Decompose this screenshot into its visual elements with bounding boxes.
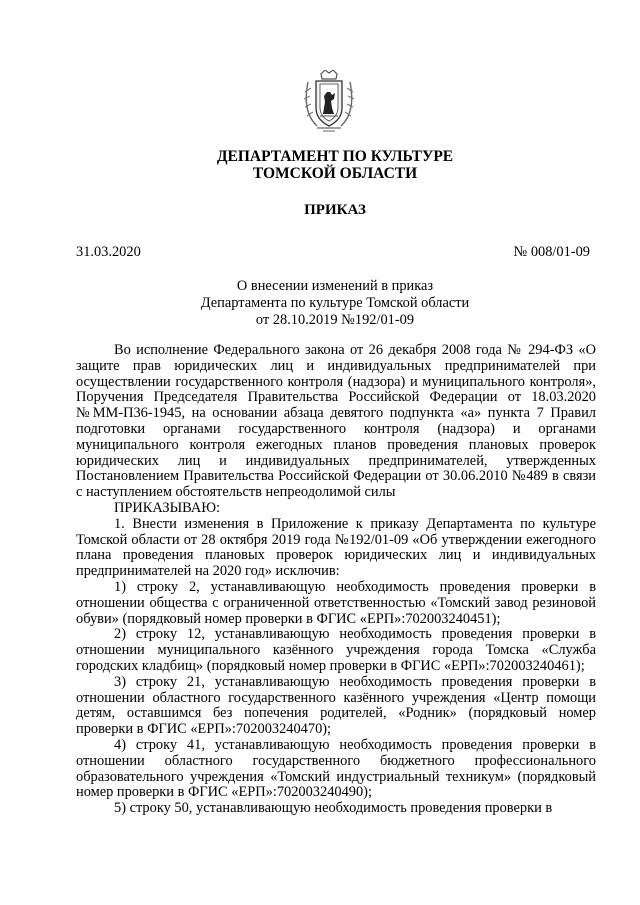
subject-line: О внесении изменений в приказ [236,278,434,294]
document-type-title: ПРИКАЗ [304,202,366,218]
department-name-line2: ТОМСКОЙ ОБЛАСТИ [252,165,418,182]
subitem-paragraph: 5) строку 50, устанавливающую необходимость проведения проверки в [114,800,553,817]
department-name-line1: ДЕПАРТАМЕНТ ПО КУЛЬТУРЕ [216,148,454,165]
document-subject [90,278,580,329]
document-number: № 008/01-09 [513,244,590,260]
subitem-paragraph: 2) строку 12, устанавливающую необходимость проведения проверки в отношении муниципального казённого учреждения города Томска «Служба городских кладбищ» (порядковый номер проверки в ФГИС «ЕРП»:702003240461); [76,626,596,674]
preamble-paragraph: Во исполнение Федерального закона от 26 декабря 2008 года № 294-ФЗ «О защите прав юридических лиц и индивидуальных предпринимателей при осуществлении государственного контроля (надзора) и муниципального контроля», Поручения Председателя Правительства Российской Федерации от 18.03.2020 №ММ-П36-1945, на основании абзаца девятого подпункта «а» пункта 7 Правил подготовки органами государственного контроля (надзора) и органами муниципального контроля ежегодных планов проведения плановых проверок юридических лиц и индивидуальных предпринимателей, утвержденных Постановлением Правительства Российской Федерации от 30.06.2010 №489 в связи с наступлением обстоятельств непреодолимой силы [76,342,596,501]
subitem-paragraph: 3) строку 21, устанавливающую необходимость проведения проверки в отношении областного государственного казённого учреждения «Центр помощи детям, оставшимся без попечения родителей, «Родник» (порядковый номер проверки в ФГИС «ЕРП»:702003240470); [76,673,596,738]
subitem-paragraph: 1) строку 2, устанавливающую необходимость проведения проверки в отношении общества с ограниченной ответственностью «Томский завод резиновой обуви» (порядковый номер проверки в ФГИС «ЕРП»:702003240451); [76,578,596,627]
subject-line: от 28.10.2019 №192/01-09 [255,312,415,328]
coat-of-arms-emblem [303,70,355,132]
document-body [76,343,596,817]
document-date: 31.03.2020 [76,244,141,260]
order-word: ПРИКАЗЫВАЮ: [114,499,221,516]
item-paragraph: 1. Внести изменения в Приложение к приказу Департамента по культуре Томской области от 28 октября 2019 года №192/01-09 «Об утверждении ежегодного плана проведения плановых проверок юридических лиц и индивидуальных предпринимателей на 2020 год» исключив: [76,515,596,580]
subject-line: Департамента по культуре Томской области [200,295,470,311]
subitem-paragraph: 4) строку 41, устанавливающую необходимость проведения проверки в отношении областного государственного бюджетного профессионального образовательного учреждения «Томский индустриальный техникум» (порядковый номер проверки в ФГИС «ЕРП»:702003240490); [76,736,596,801]
